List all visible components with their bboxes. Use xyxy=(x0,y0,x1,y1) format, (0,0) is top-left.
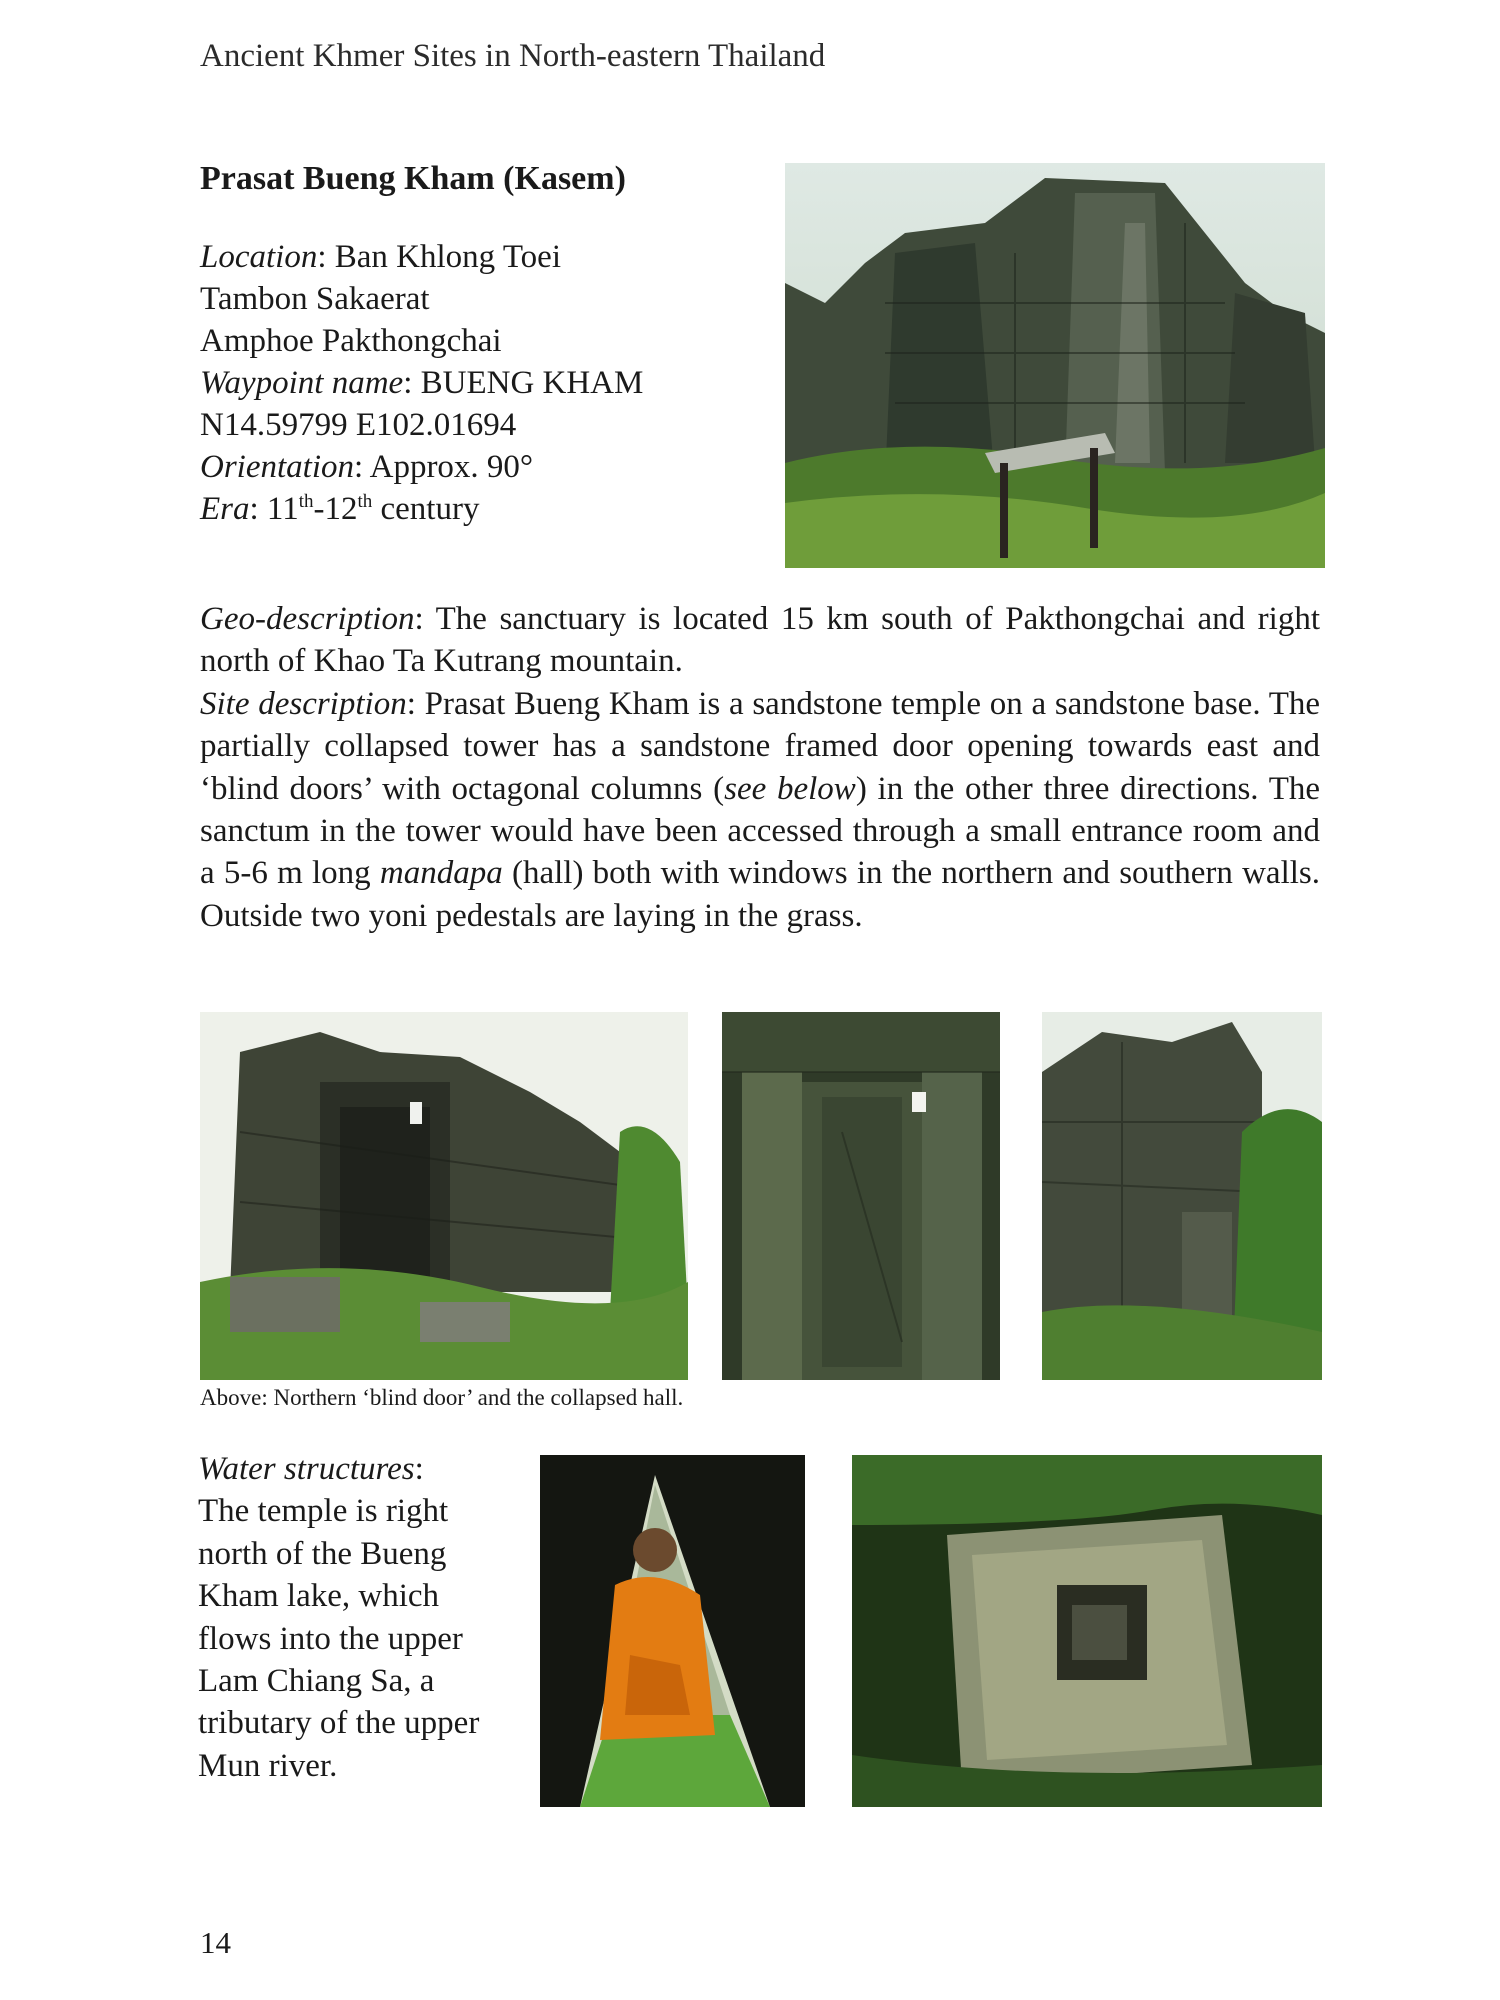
era-sep: -12 xyxy=(313,491,358,527)
running-head: Ancient Khmer Sites in North-eastern Thailand xyxy=(200,38,826,74)
water-text: The temple is right north of the Bueng Kham lake, which flows into the upper Lam Chiang Sa, a tributary of the upper Mun river. xyxy=(198,1493,480,1784)
main-temple-photo xyxy=(785,163,1325,568)
waypoint-label: Waypoint name xyxy=(200,365,404,401)
site-desc-text-2: ) in the other three directions. The sanctum in the tower would have been accessed through a small entrance room and a 5-6 m long xyxy=(200,770,1320,892)
page-title: Prasat Bueng Kham (Kasem) xyxy=(200,160,626,197)
collapsed-hall-photo xyxy=(1042,1012,1322,1380)
door-frame-photo xyxy=(722,1012,1000,1380)
orientation-line: Orientation: Approx. 90° xyxy=(200,449,534,485)
site-desc-text-3: (hall) both with windows in the northern and southern walls. Outside two yoni pedestals are laying in the grass. xyxy=(200,855,1321,934)
site-metadata xyxy=(200,236,643,530)
site-description: Site description: Prasat Bueng Kham is a sandstone temple on a sandstone base. The partially collapsed tower has a sandstone framed door opening towards east and ‘blind doors’ with octagonal columns (see below) in the other three directions. The sanctum in the tower would have been accessed through a small entrance room and a 5-6 m long mandapa (hall) both with windows in the northern and southern walls. Outside two yoni pedestals are laying in the grass. xyxy=(200,685,1321,934)
site-desc-text-1: Prasat Bueng Kham is a sandstone temple on a sandstone base. The partially collapsed tower has a sandstone framed door opening towards east and ‘blind doors’ with octagonal columns ( xyxy=(200,685,1321,807)
body-text xyxy=(200,598,1320,937)
see-below: see below xyxy=(724,770,856,807)
orientation-label: Orientation xyxy=(200,449,354,485)
era-line: Era: 11th-12th century xyxy=(200,491,480,527)
era-suffix: century xyxy=(372,491,480,527)
orientation-value: Approx. 90° xyxy=(369,449,534,485)
monk-photo xyxy=(540,1455,805,1807)
era-end-sup: th xyxy=(357,491,373,512)
waypoint-line: Waypoint name: BUENG KHAM xyxy=(200,365,644,401)
geo-description: Geo-description: The sanctuary is located 15 km south of Pakthongchai and right north of Khao Ta Kutrang mountain. xyxy=(200,601,1320,680)
era-start-sup: th xyxy=(298,491,314,512)
page-number: 14 xyxy=(200,1925,231,1960)
coordinates-line: N14.59799 E102.01694 xyxy=(200,407,517,443)
waypoint-value: BUENG KHAM xyxy=(420,365,644,401)
location-value: Ban Khlong Toei xyxy=(334,239,561,275)
era-label: Era xyxy=(200,491,250,527)
location-label: Location xyxy=(200,239,318,275)
amphoe-line: Amphoe Pakthongchai xyxy=(200,323,502,359)
yoni-pedestal-photo xyxy=(852,1455,1322,1807)
photo-caption: Above: Northern ‘blind door’ and the collapsed hall. xyxy=(200,1385,684,1410)
geo-label: Geo-description xyxy=(200,601,415,637)
water-label: Water structures xyxy=(198,1451,415,1487)
location-line: Location: Ban Khlong Toei xyxy=(200,239,561,275)
blind-door-photo xyxy=(200,1012,688,1380)
geo-text: The sanctuary is located 15 km south of Pakthongchai and right north of Khao Ta Kutrang mountain. xyxy=(200,601,1320,680)
mandapa-term: mandapa xyxy=(379,855,503,892)
site-desc-label: Site description xyxy=(200,685,407,722)
water-structures: Water structures: The temple is right north of the Bueng Kham lake, which flows into the upper Lam Chiang Sa, a tributary of the upper Mun river. xyxy=(198,1448,498,1787)
era-start: 11 xyxy=(266,491,299,527)
tambon-line: Tambon Sakaerat xyxy=(200,281,430,317)
